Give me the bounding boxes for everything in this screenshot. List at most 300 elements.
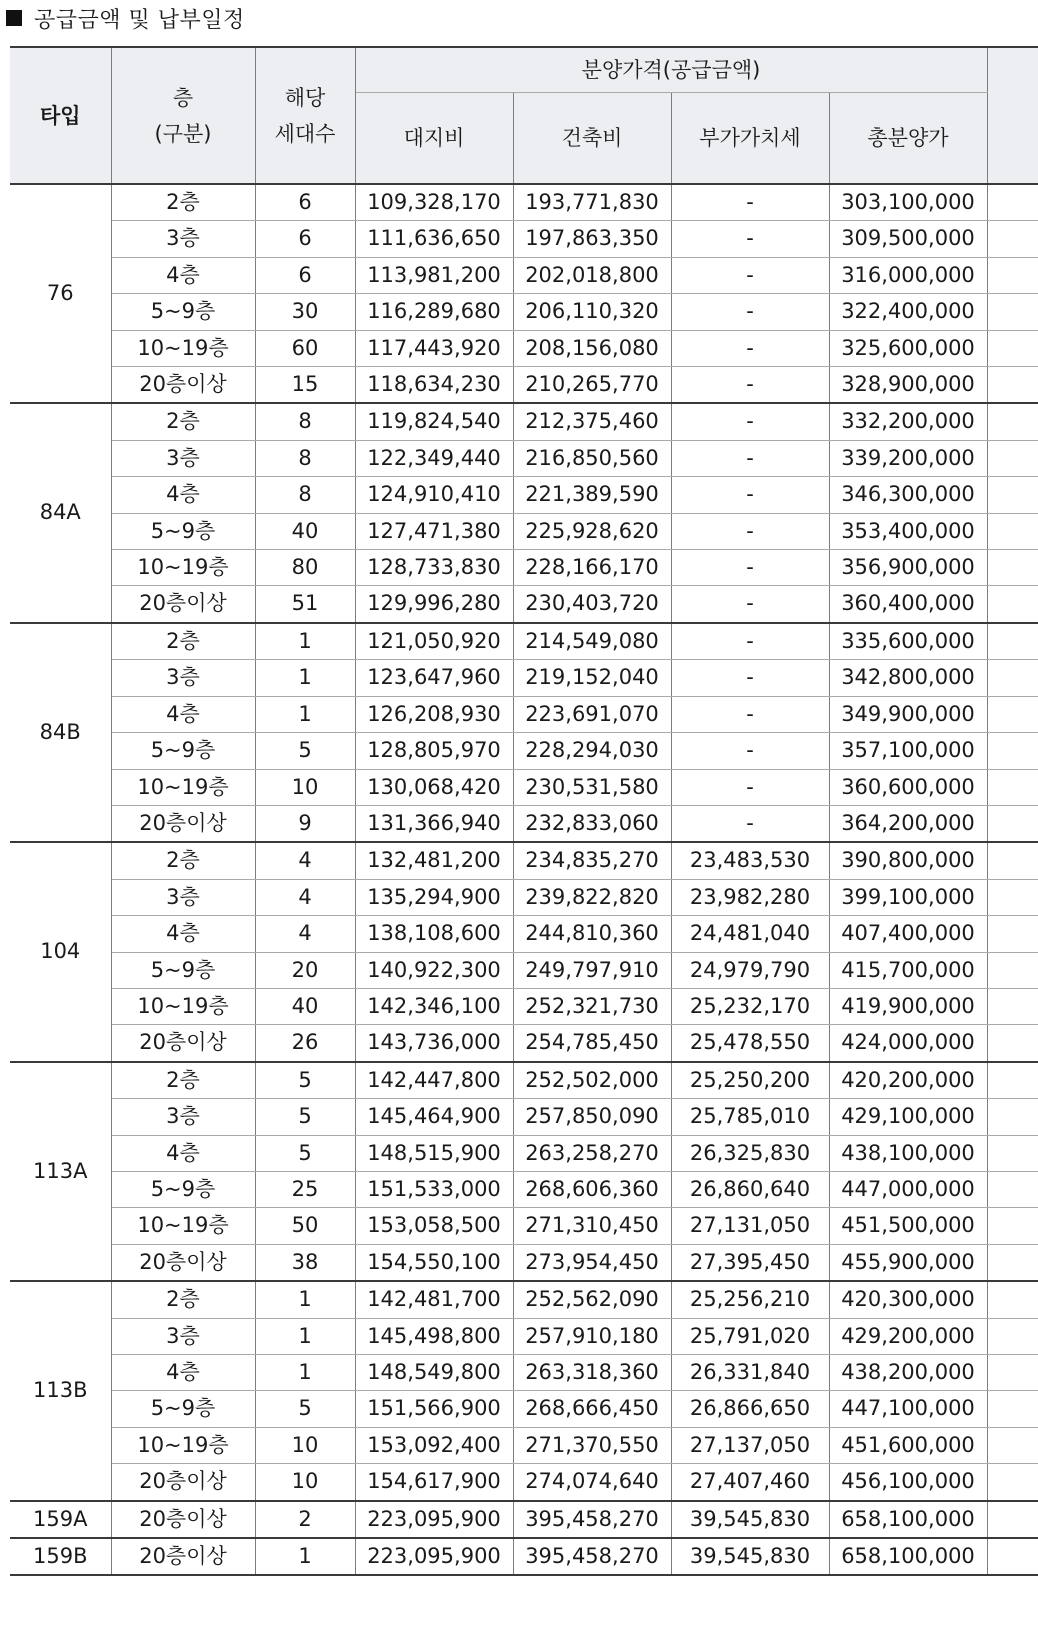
total-price-cell: 438,200,000	[829, 1355, 987, 1391]
type-cell: 76	[10, 184, 111, 403]
floor-cell: 4층	[111, 696, 255, 732]
floor-cell: 4층	[111, 1355, 255, 1391]
header-price-group: 분양가격(공급금액)	[355, 47, 987, 93]
building-cost-cell: 263,258,270	[513, 1135, 671, 1171]
type-cell: 84B	[10, 623, 111, 842]
extra-cell	[987, 1501, 1038, 1538]
table-row	[10, 916, 1038, 952]
table-row	[10, 440, 1038, 476]
table-row	[10, 330, 1038, 366]
land-cost-cell: 145,498,800	[355, 1318, 513, 1354]
land-cost-cell: 142,447,800	[355, 1062, 513, 1099]
units-cell: 26	[255, 1025, 355, 1062]
table-row	[10, 586, 1038, 623]
vat-cell: -	[671, 550, 829, 586]
floor-cell: 20층이상	[111, 1538, 255, 1575]
land-cost-cell: 145,464,900	[355, 1099, 513, 1135]
type-cell: 159B	[10, 1538, 111, 1575]
table-row	[10, 1538, 1038, 1575]
total-price-cell: 364,200,000	[829, 805, 987, 842]
units-cell: 10	[255, 769, 355, 805]
floor-cell: 20층이상	[111, 805, 255, 842]
total-price-cell: 309,500,000	[829, 221, 987, 257]
floor-cell: 2층	[111, 1062, 255, 1099]
vat-cell: 25,785,010	[671, 1099, 829, 1135]
units-cell: 9	[255, 805, 355, 842]
extra-cell	[987, 184, 1038, 221]
vat-cell: 27,131,050	[671, 1208, 829, 1244]
land-cost-cell: 111,636,650	[355, 221, 513, 257]
floor-cell: 10~19층	[111, 769, 255, 805]
building-cost-cell: 268,666,450	[513, 1391, 671, 1427]
floor-cell: 3층	[111, 879, 255, 915]
vat-cell: -	[671, 257, 829, 293]
floor-cell: 10~19층	[111, 330, 255, 366]
floor-cell: 3층	[111, 440, 255, 476]
land-cost-cell: 121,050,920	[355, 623, 513, 660]
vat-cell: 27,407,460	[671, 1464, 829, 1501]
extra-cell	[987, 1281, 1038, 1318]
floor-cell: 5~9층	[111, 733, 255, 769]
table-row	[10, 842, 1038, 879]
extra-cell	[987, 257, 1038, 293]
floor-cell: 3층	[111, 221, 255, 257]
total-price-cell: 353,400,000	[829, 513, 987, 549]
extra-cell	[987, 403, 1038, 440]
units-cell: 30	[255, 294, 355, 330]
building-cost-cell: 232,833,060	[513, 805, 671, 842]
floor-cell: 10~19층	[111, 988, 255, 1024]
floor-cell: 2층	[111, 184, 255, 221]
vat-cell: 25,250,200	[671, 1062, 829, 1099]
type-cell: 104	[10, 842, 111, 1061]
table-row	[10, 1135, 1038, 1171]
table-row	[10, 1171, 1038, 1207]
table-row	[10, 988, 1038, 1024]
units-cell: 1	[255, 1355, 355, 1391]
extra-cell	[987, 623, 1038, 660]
building-cost-cell: 230,531,580	[513, 769, 671, 805]
table-row	[10, 184, 1038, 221]
vat-cell: 24,979,790	[671, 952, 829, 988]
extra-cell	[987, 1099, 1038, 1135]
extra-cell	[987, 1538, 1038, 1575]
floor-cell: 5~9층	[111, 1391, 255, 1427]
table-body	[10, 184, 1038, 1575]
table-row	[10, 879, 1038, 915]
building-cost-cell: 271,370,550	[513, 1427, 671, 1463]
floor-cell: 20층이상	[111, 1464, 255, 1501]
total-price-cell: 328,900,000	[829, 367, 987, 404]
table-row	[10, 1464, 1038, 1501]
header-extra	[987, 47, 1038, 184]
table-row	[10, 1427, 1038, 1463]
floor-cell: 5~9층	[111, 952, 255, 988]
extra-cell	[987, 1244, 1038, 1281]
table-row	[10, 733, 1038, 769]
vat-cell: 25,256,210	[671, 1281, 829, 1318]
units-cell: 1	[255, 1538, 355, 1575]
units-cell: 5	[255, 1391, 355, 1427]
header-land-cost: 대지비	[355, 93, 513, 185]
land-cost-cell: 122,349,440	[355, 440, 513, 476]
floor-cell: 5~9층	[111, 294, 255, 330]
type-cell: 159A	[10, 1501, 111, 1538]
vat-cell: 25,791,020	[671, 1318, 829, 1354]
header-floor	[111, 47, 255, 184]
land-cost-cell: 119,824,540	[355, 403, 513, 440]
floor-cell: 2층	[111, 842, 255, 879]
table-row	[10, 952, 1038, 988]
extra-cell	[987, 1171, 1038, 1207]
header-units-line1: 해당	[284, 85, 326, 110]
table-row	[10, 696, 1038, 732]
extra-cell	[987, 294, 1038, 330]
building-cost-cell: 252,502,000	[513, 1062, 671, 1099]
units-cell: 4	[255, 842, 355, 879]
building-cost-cell: 212,375,460	[513, 403, 671, 440]
land-cost-cell: 140,922,300	[355, 952, 513, 988]
header-total-price: 총분양가	[829, 93, 987, 185]
total-price-cell: 451,600,000	[829, 1427, 987, 1463]
total-price-cell: 322,400,000	[829, 294, 987, 330]
vat-cell: -	[671, 184, 829, 221]
total-price-cell: 356,900,000	[829, 550, 987, 586]
table-row	[10, 623, 1038, 660]
land-cost-cell: 117,443,920	[355, 330, 513, 366]
vat-cell: -	[671, 805, 829, 842]
building-cost-cell: 257,850,090	[513, 1099, 671, 1135]
floor-cell: 4층	[111, 1135, 255, 1171]
table-row	[10, 221, 1038, 257]
units-cell: 5	[255, 1099, 355, 1135]
total-price-cell: 658,100,000	[829, 1501, 987, 1538]
total-price-cell: 360,400,000	[829, 586, 987, 623]
units-cell: 1	[255, 696, 355, 732]
units-cell: 2	[255, 1501, 355, 1538]
header-units-line2: 세대수	[274, 121, 336, 146]
floor-cell: 2층	[111, 403, 255, 440]
extra-cell	[987, 1391, 1038, 1427]
units-cell: 4	[255, 916, 355, 952]
units-cell: 51	[255, 586, 355, 623]
extra-cell	[987, 879, 1038, 915]
extra-cell	[987, 1135, 1038, 1171]
floor-cell: 20층이상	[111, 1244, 255, 1281]
table-row	[10, 257, 1038, 293]
extra-cell	[987, 477, 1038, 513]
vat-cell: 26,860,640	[671, 1171, 829, 1207]
building-cost-cell: 219,152,040	[513, 660, 671, 696]
table-row	[10, 1244, 1038, 1281]
units-cell: 20	[255, 952, 355, 988]
building-cost-cell: 271,310,450	[513, 1208, 671, 1244]
vat-cell: -	[671, 769, 829, 805]
header-type: 타입	[10, 47, 111, 184]
units-cell: 8	[255, 477, 355, 513]
vat-cell: -	[671, 513, 829, 549]
header-floor-line1: 층	[172, 85, 194, 110]
land-cost-cell: 129,996,280	[355, 586, 513, 623]
land-cost-cell: 127,471,380	[355, 513, 513, 549]
vat-cell: 23,483,530	[671, 842, 829, 879]
extra-cell	[987, 221, 1038, 257]
total-price-cell: 455,900,000	[829, 1244, 987, 1281]
land-cost-cell: 153,058,500	[355, 1208, 513, 1244]
units-cell: 1	[255, 1318, 355, 1354]
floor-cell: 3층	[111, 1099, 255, 1135]
extra-cell	[987, 440, 1038, 476]
total-price-cell: 339,200,000	[829, 440, 987, 476]
table-row	[10, 477, 1038, 513]
total-price-cell: 438,100,000	[829, 1135, 987, 1171]
extra-cell	[987, 660, 1038, 696]
total-price-cell: 349,900,000	[829, 696, 987, 732]
total-price-cell: 360,600,000	[829, 769, 987, 805]
units-cell: 6	[255, 221, 355, 257]
building-cost-cell: 249,797,910	[513, 952, 671, 988]
vat-cell: 24,481,040	[671, 916, 829, 952]
table-row	[10, 1062, 1038, 1099]
table-row	[10, 367, 1038, 404]
vat-cell: -	[671, 330, 829, 366]
table-row	[10, 1391, 1038, 1427]
building-cost-cell: 274,074,640	[513, 1464, 671, 1501]
land-cost-cell: 223,095,900	[355, 1538, 513, 1575]
total-price-cell: 415,700,000	[829, 952, 987, 988]
building-cost-cell: 193,771,830	[513, 184, 671, 221]
building-cost-cell: 214,549,080	[513, 623, 671, 660]
total-price-cell: 346,300,000	[829, 477, 987, 513]
total-price-cell: 419,900,000	[829, 988, 987, 1024]
building-cost-cell: 202,018,800	[513, 257, 671, 293]
land-cost-cell: 151,533,000	[355, 1171, 513, 1207]
land-cost-cell: 142,346,100	[355, 988, 513, 1024]
extra-cell	[987, 1355, 1038, 1391]
units-cell: 40	[255, 988, 355, 1024]
total-price-cell: 332,200,000	[829, 403, 987, 440]
land-cost-cell: 130,068,420	[355, 769, 513, 805]
supply-price-table	[10, 46, 1038, 1576]
building-cost-cell: 234,835,270	[513, 842, 671, 879]
units-cell: 8	[255, 440, 355, 476]
header-building-cost: 건축비	[513, 93, 671, 185]
floor-cell: 20층이상	[111, 1501, 255, 1538]
vat-cell: 27,137,050	[671, 1427, 829, 1463]
building-cost-cell: 395,458,270	[513, 1501, 671, 1538]
floor-cell: 20층이상	[111, 1025, 255, 1062]
building-cost-cell: 228,166,170	[513, 550, 671, 586]
units-cell: 1	[255, 660, 355, 696]
vat-cell: -	[671, 733, 829, 769]
total-price-cell: 424,000,000	[829, 1025, 987, 1062]
building-cost-cell: 223,691,070	[513, 696, 671, 732]
vat-cell: 25,478,550	[671, 1025, 829, 1062]
land-cost-cell: 142,481,700	[355, 1281, 513, 1318]
type-cell: 113A	[10, 1062, 111, 1281]
header-vat: 부가가치세	[671, 93, 829, 185]
section-title-text: 공급금액 및 납부일정	[34, 7, 245, 33]
land-cost-cell: 153,092,400	[355, 1427, 513, 1463]
total-price-cell: 456,100,000	[829, 1464, 987, 1501]
extra-cell	[987, 916, 1038, 952]
table-row	[10, 550, 1038, 586]
total-price-cell: 325,600,000	[829, 330, 987, 366]
total-price-cell: 429,200,000	[829, 1318, 987, 1354]
floor-cell: 4층	[111, 257, 255, 293]
building-cost-cell: 225,928,620	[513, 513, 671, 549]
total-price-cell: 335,600,000	[829, 623, 987, 660]
land-cost-cell: 143,736,000	[355, 1025, 513, 1062]
extra-cell	[987, 586, 1038, 623]
floor-cell: 20층이상	[111, 367, 255, 404]
table-row	[10, 1025, 1038, 1062]
total-price-cell: 447,100,000	[829, 1391, 987, 1427]
units-cell: 60	[255, 330, 355, 366]
table-row	[10, 513, 1038, 549]
extra-cell	[987, 733, 1038, 769]
vat-cell: -	[671, 403, 829, 440]
floor-cell: 3층	[111, 1318, 255, 1354]
vat-cell: -	[671, 696, 829, 732]
building-cost-cell: 263,318,360	[513, 1355, 671, 1391]
units-cell: 10	[255, 1464, 355, 1501]
extra-cell	[987, 550, 1038, 586]
extra-cell	[987, 513, 1038, 549]
building-cost-cell: 252,321,730	[513, 988, 671, 1024]
type-cell: 84A	[10, 403, 111, 622]
vat-cell: -	[671, 477, 829, 513]
section-title	[6, 0, 245, 36]
land-cost-cell: 118,634,230	[355, 367, 513, 404]
floor-cell: 20층이상	[111, 586, 255, 623]
land-cost-cell: 109,328,170	[355, 184, 513, 221]
type-cell: 113B	[10, 1281, 111, 1500]
land-cost-cell: 128,733,830	[355, 550, 513, 586]
building-cost-cell: 254,785,450	[513, 1025, 671, 1062]
floor-cell: 10~19층	[111, 1208, 255, 1244]
building-cost-cell: 221,389,590	[513, 477, 671, 513]
vat-cell: -	[671, 586, 829, 623]
units-cell: 38	[255, 1244, 355, 1281]
land-cost-cell: 148,515,900	[355, 1135, 513, 1171]
table-row	[10, 1099, 1038, 1135]
units-cell: 4	[255, 879, 355, 915]
vat-cell: 26,325,830	[671, 1135, 829, 1171]
land-cost-cell: 154,617,900	[355, 1464, 513, 1501]
units-cell: 80	[255, 550, 355, 586]
vat-cell: 26,331,840	[671, 1355, 829, 1391]
total-price-cell: 429,100,000	[829, 1099, 987, 1135]
units-cell: 8	[255, 403, 355, 440]
total-price-cell: 420,200,000	[829, 1062, 987, 1099]
extra-cell	[987, 842, 1038, 879]
extra-cell	[987, 769, 1038, 805]
table-row	[10, 294, 1038, 330]
extra-cell	[987, 1318, 1038, 1354]
total-price-cell: 420,300,000	[829, 1281, 987, 1318]
units-cell: 5	[255, 1062, 355, 1099]
extra-cell	[987, 988, 1038, 1024]
building-cost-cell: 206,110,320	[513, 294, 671, 330]
floor-cell: 10~19층	[111, 550, 255, 586]
total-price-cell: 357,100,000	[829, 733, 987, 769]
land-cost-cell: 126,208,930	[355, 696, 513, 732]
vat-cell: 26,866,650	[671, 1391, 829, 1427]
building-cost-cell: 228,294,030	[513, 733, 671, 769]
land-cost-cell: 124,910,410	[355, 477, 513, 513]
building-cost-cell: 268,606,360	[513, 1171, 671, 1207]
total-price-cell: 399,100,000	[829, 879, 987, 915]
extra-cell	[987, 330, 1038, 366]
units-cell: 10	[255, 1427, 355, 1463]
extra-cell	[987, 696, 1038, 732]
table-row	[10, 805, 1038, 842]
table-row	[10, 769, 1038, 805]
vat-cell: -	[671, 367, 829, 404]
vat-cell: -	[671, 294, 829, 330]
units-cell: 5	[255, 733, 355, 769]
table-row	[10, 1318, 1038, 1354]
units-cell: 6	[255, 184, 355, 221]
extra-cell	[987, 805, 1038, 842]
land-cost-cell: 123,647,960	[355, 660, 513, 696]
extra-cell	[987, 1427, 1038, 1463]
extra-cell	[987, 1062, 1038, 1099]
land-cost-cell: 113,981,200	[355, 257, 513, 293]
land-cost-cell: 154,550,100	[355, 1244, 513, 1281]
header-floor-line2: (구분)	[154, 121, 212, 146]
vat-cell: 23,982,280	[671, 879, 829, 915]
land-cost-cell: 223,095,900	[355, 1501, 513, 1538]
vat-cell: -	[671, 440, 829, 476]
building-cost-cell: 216,850,560	[513, 440, 671, 476]
building-cost-cell: 244,810,360	[513, 916, 671, 952]
total-price-cell: 390,800,000	[829, 842, 987, 879]
total-price-cell: 451,500,000	[829, 1208, 987, 1244]
extra-cell	[987, 1464, 1038, 1501]
table-row	[10, 1355, 1038, 1391]
table-row	[10, 1501, 1038, 1538]
building-cost-cell: 208,156,080	[513, 330, 671, 366]
building-cost-cell: 210,265,770	[513, 367, 671, 404]
building-cost-cell: 257,910,180	[513, 1318, 671, 1354]
land-cost-cell: 116,289,680	[355, 294, 513, 330]
units-cell: 25	[255, 1171, 355, 1207]
units-cell: 1	[255, 1281, 355, 1318]
total-price-cell: 316,000,000	[829, 257, 987, 293]
units-cell: 50	[255, 1208, 355, 1244]
floor-cell: 2층	[111, 623, 255, 660]
land-cost-cell: 132,481,200	[355, 842, 513, 879]
floor-cell: 5~9층	[111, 513, 255, 549]
table-row	[10, 660, 1038, 696]
building-cost-cell: 252,562,090	[513, 1281, 671, 1318]
extra-cell	[987, 1208, 1038, 1244]
land-cost-cell: 131,366,940	[355, 805, 513, 842]
vat-cell: -	[671, 660, 829, 696]
building-cost-cell: 273,954,450	[513, 1244, 671, 1281]
land-cost-cell: 151,566,900	[355, 1391, 513, 1427]
units-cell: 5	[255, 1135, 355, 1171]
total-price-cell: 303,100,000	[829, 184, 987, 221]
total-price-cell: 407,400,000	[829, 916, 987, 952]
land-cost-cell: 148,549,800	[355, 1355, 513, 1391]
vat-cell: 27,395,450	[671, 1244, 829, 1281]
land-cost-cell: 128,805,970	[355, 733, 513, 769]
floor-cell: 10~19층	[111, 1427, 255, 1463]
floor-cell: 4층	[111, 477, 255, 513]
